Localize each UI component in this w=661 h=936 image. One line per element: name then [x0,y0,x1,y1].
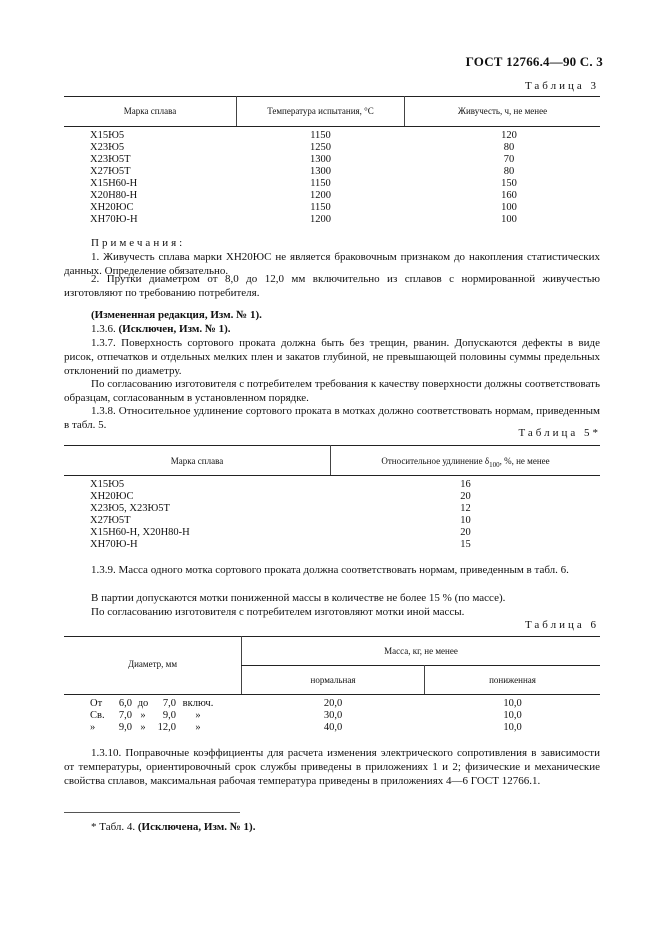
table-row [0,214,661,226]
table-row [0,698,661,710]
table6-top-rule [64,636,600,637]
table-row [0,710,661,722]
footnote-prefix: * Табл. 4. [91,821,138,833]
table6-cell-to: 12,0 [157,722,176,733]
clause-1-3-7-agreement: По согласованию изготовителя с потребителем требования к качеству поверхности должны соответствовать образцам, согласованным в установленном порядке. [64,378,600,404]
table3-cell-temperature: 1300 [310,166,331,177]
table3-caption: Таблица 3 [524,80,599,92]
page-header: ГОСТ 12766.4—90 С. 3 [465,54,603,69]
table-row [0,722,661,734]
table3-cell-grade: Х27Ю5Т [90,166,131,177]
table3-cell-grade: Х15Н60-Н [90,178,138,189]
table-row [0,202,661,214]
table3-cell-temperature: 1200 [310,190,331,201]
table3-header-grade: Марка сплава [123,106,177,116]
table5-cell-grade: Х15Н60-Н, Х20Н80-Н [90,527,190,538]
table6-cell-reduced: 10,0 [503,710,522,721]
table6-cell-normal: 30,0 [323,710,343,721]
table5-cell-elongation: 20 [460,491,471,502]
table6-header-diameter: Диаметр, мм [127,659,178,669]
table6-cell-from: 9,0 [118,722,132,733]
table3-cell-grade: ХН20ЮС [90,202,134,213]
footnote-status: (Исключена, Изм. № 1). [137,821,256,833]
table6-cell-suffix: » [195,722,201,733]
note-1: 1. Живучесть сплава марки ХН20ЮС не является браковочным признаком до накопления статистических данных. Определение обязательно. [64,251,600,277]
table5-cell-grade: ХН20ЮС [90,491,134,502]
table3-top-rule [64,96,600,97]
table-row [0,154,661,166]
footnote [91,820,255,834]
table3-cell-temperature: 1150 [310,178,331,189]
table5-cell-grade: Х27Ю5Т [90,515,131,526]
table-row [0,130,661,142]
table3-cell-temperature: 1200 [310,214,331,225]
table5-header-elongation: Относительное удлинение $\delta_{100}$, %, не менее [381,456,550,469]
clause-1-3-10: 1.3.10. Поправочные коэффициенты для расчета изменения электрического сопротивления в зависимости от температуры, ориентировочный срок службы приведены в приложениях 1 и 2; физические и механические свойства сплавов, максимальная рабочая температура приведены в приложениях 4—6 ГОСТ 12766.1. [64,747,600,787]
table-row [0,142,661,154]
table6-cell-reduced: 10,0 [503,698,522,709]
table-row [0,503,661,515]
clause-1-3-6-status: (Исключен, Изм. № 1). [118,323,231,335]
table3-cell-life: 80 [503,166,515,177]
notes-title: Примечания: [91,237,186,249]
table3-cell-temperature: 1150 [310,130,331,141]
table5-cell-grade: ХН70Ю-Н [90,539,138,550]
note-2: 2. Прутки диаметром от 8,0 до 12,0 мм включительно из сплавов с нормированной живучестью изготовляют по требованию потребителя. [64,273,600,299]
table5-caption: Таблица 5* [518,427,601,439]
table3-cell-life: 100 [501,202,517,213]
table6-header-mass: Масса, кг, не менее [384,646,458,656]
table3-cell-grade: Х23Ю5Т [90,154,131,165]
table3-header-temperature: Температура испытания, °С [267,106,374,116]
table6-cell-sep: » [140,722,146,733]
table5-top-rule [64,445,600,446]
table3-cell-temperature: 1300 [310,154,331,165]
table5-cell-elongation: 10 [460,515,471,526]
table3-cell-grade: ХН70Ю-Н [90,214,138,225]
table-row [0,539,661,551]
table3-cell-life: 160 [501,190,517,201]
clause-1-3-7: 1.3.7. Поверхность сортового проката должна быть без трещин, рванин. Допускаются дефекты в виде рисок, отпечатков и отдельных мелких плен и закатов глубиной, не превышающей половины суммы предельных отклонений по диаметру. [64,337,600,377]
table6-cell-to: 9,0 [162,710,176,721]
table-row [0,479,661,491]
table3-cell-grade: Х23Ю5 [90,142,125,153]
table3-header-life: Живучесть, ч, не менее [457,106,548,116]
table6-cell-suffix: включ. [182,698,214,709]
table3-cell-life: 80 [503,142,515,153]
table3-cell-life: 100 [501,214,517,225]
table5-cell-elongation: 12 [460,503,471,514]
table6-cell-from: 7,0 [118,710,132,721]
table5-cell-grade: Х15Ю5 [90,479,125,490]
table6-cell-reduced: 10,0 [503,722,522,733]
table6-cell-to: 7,0 [162,698,176,709]
table5-cell-elongation: 16 [460,479,471,490]
table3-cell-life: 150 [501,178,517,189]
table5-cell-elongation: 15 [460,539,471,550]
table-row [0,166,661,178]
table3-header-rule [64,126,600,127]
table6-cell-normal: 20,0 [323,698,343,709]
table5-cell-elongation: 20 [460,527,471,538]
table3-cell-life: 120 [501,130,517,141]
table6-cell-prefix: Св. [90,710,105,721]
table3-cell-grade: Х15Ю5 [90,130,125,141]
table6-cell-prefix: От [90,698,103,709]
table5-cell-grade: Х23Ю5, Х23Ю5Т [90,503,170,514]
clause-1-3-9-agreement: По согласованию изготовителя с потребителем изготовляют мотки иной массы. [91,606,465,618]
table-row [0,515,661,527]
table6-header-reduced: пониженная [489,675,536,685]
table6-cell-from: 6,0 [118,698,132,709]
table5-header-grade: Марка сплава [170,456,224,466]
table6-caption: Таблица 6 [524,619,599,631]
clause-1-3-8: 1.3.8. Относительное удлинение сортового проката в мотках должно соответствовать нормам, приведенным в табл. 5. [64,405,600,431]
table-row [0,527,661,539]
clause-1-3-9-reduced: В партии допускаются мотки пониженной массы в количестве не более 15 % (по массе). [91,592,506,604]
table6-subheader-rule [241,665,600,666]
table6-header-rule [64,694,600,695]
table-row [0,178,661,190]
table6-cell-sep: до [137,698,149,709]
table3-cell-grade: Х20Н80-Н [90,190,138,201]
edition-note: (Измененная редакция, Изм. № 1). [91,309,262,321]
clause-1-3-9: 1.3.9. Масса одного мотка сортового проката должна соответствовать нормам, приведенным в табл. 6. [91,564,569,576]
table6-header-normal: нормальная [310,675,356,685]
clause-1-3-6 [91,322,231,336]
clause-1-3-6-number: 1.3.6. [91,323,119,335]
table3-cell-temperature: 1250 [310,142,331,153]
table6-cell-suffix: » [195,710,201,721]
table3-cell-life: 70 [503,154,515,165]
table6-cell-prefix: » [90,722,96,733]
table-row [0,190,661,202]
table5-header-subscript: 100 [489,460,500,469]
footnote-rule [64,812,240,813]
table6-cell-sep: » [140,710,146,721]
table5-header-rule [64,475,600,476]
table-row [0,491,661,503]
table6-cell-normal: 40,0 [323,722,343,733]
table3-cell-temperature: 1150 [310,202,331,213]
